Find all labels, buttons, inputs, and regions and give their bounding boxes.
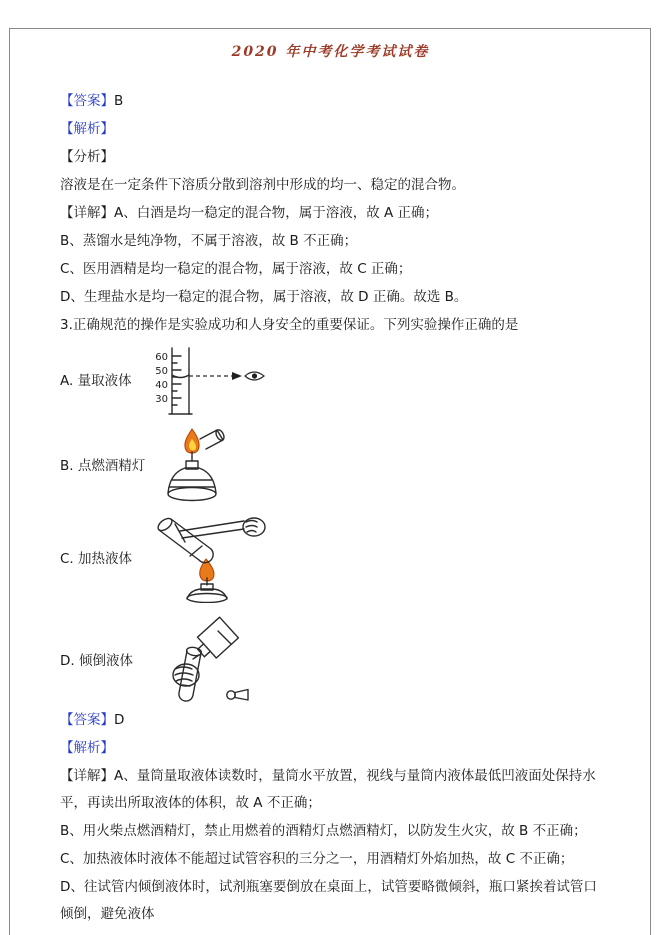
test-tube-icon	[179, 651, 201, 701]
q3-option-a	[60, 345, 605, 417]
q3-option-d	[60, 615, 605, 707]
q3-option-c	[60, 515, 605, 603]
q3-answer-value: D	[114, 712, 125, 728]
option-d-label: D. 倾倒液体	[60, 652, 133, 669]
reagent-bottle-icon	[197, 617, 238, 658]
option-a-label: A. 量取液体	[60, 372, 132, 389]
q3-detail-line-b: B、用火柴点燃酒精灯，禁止用燃着的酒精灯点燃酒精灯，以防发生火灾，故 B 不正确；	[60, 823, 587, 839]
test-tube-and-lamp-outline	[156, 516, 265, 602]
q3-detail-line-a: 【详解】A、量筒量取液体读数时，量筒水平放置，视线与量筒内液体最低凹液面处保持水平，再读出所取液体的体积，故 A 不正确；	[60, 768, 596, 811]
stopper-icon	[227, 690, 248, 701]
q3-detail-line-c: C、加热液体时液体不能超过试管容积的三分之一，用酒精灯外焰加热，故 C 不正确；	[60, 851, 574, 867]
page-content	[0, 62, 661, 928]
scale-40: 40	[154, 380, 168, 391]
q2-detail-line-d: D、生理盐水是均一稳定的混合物，属于溶液，故 D 正确。故选 B。	[60, 289, 468, 305]
q2-fenxi-label-line: 【分析】	[60, 149, 114, 165]
q2-detail-line-c: C、医用酒精是均一稳定的混合物，属于溶液，故 C 正确；	[60, 261, 412, 277]
q2-detail-line-a: 【详解】A、白酒是均一稳定的混合物，属于溶液，故 A 正确；	[60, 205, 439, 221]
pouring-liquid-figure	[143, 615, 268, 707]
q2-fenxi-text-line: 溶液是在一定条件下溶质分散到溶剂中形成的均一、稳定的混合物。	[60, 177, 465, 193]
scale-30: 30	[154, 394, 168, 405]
q2-answer-line	[60, 88, 605, 115]
q3-jiexi-line	[60, 735, 605, 762]
jiexi-bracket-label: 【解析】	[60, 121, 114, 137]
heating-liquid-figure	[142, 515, 272, 603]
option-b-label: B. 点燃酒精灯	[60, 457, 146, 474]
doc-header-title: 2020 年中考化学考试试卷	[231, 44, 430, 60]
sight-arrow-icon	[232, 372, 242, 380]
jiexi-bracket-label: 【解析】	[60, 740, 114, 756]
q3-detail-line-d: D、往试管内倾倒液体时，试剂瓶塞要倒放在桌面上，试管要略微倾斜，瓶口紧挨着试管口倾倒，避免液体	[60, 879, 597, 922]
answer-bracket-label: 【答案】	[60, 712, 114, 728]
option-c-label: C. 加热液体	[60, 550, 133, 567]
q2-detail-line-b: B、蒸馏水是纯净物，不属于溶液，故 B 不正确；	[60, 233, 358, 249]
measuring-cylinder-figure	[142, 345, 274, 417]
q3-answer-line	[60, 707, 605, 734]
cylinder-outline	[169, 348, 192, 414]
q2-answer-value: B	[114, 93, 124, 109]
bottle-and-tube-outline	[173, 617, 248, 701]
alcohol-lamp-figure	[155, 427, 255, 505]
answer-bracket-label: 【答案】	[60, 93, 114, 109]
q3-option-b	[60, 427, 605, 505]
eye-icon	[245, 372, 264, 380]
q3-stem: 3.正确规范的操作是实验成功和人身安全的重要保证。下列实验操作正确的是	[60, 317, 519, 333]
scale-60: 60	[154, 352, 168, 363]
scale-50: 50	[154, 366, 168, 377]
q2-jiexi-line	[60, 116, 605, 143]
